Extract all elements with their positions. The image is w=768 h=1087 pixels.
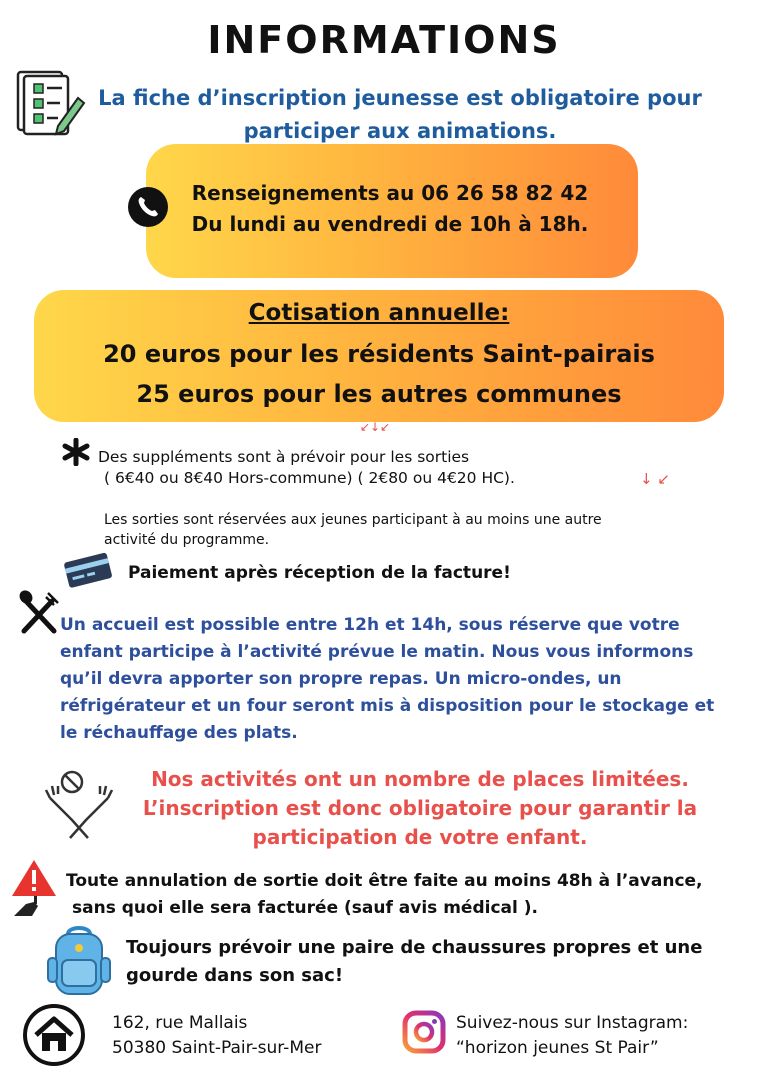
supplements-text [98, 447, 658, 489]
instagram-handle[interactable]: “horizon jeunes St Pair” [456, 1038, 659, 1058]
annulation-text [66, 868, 756, 922]
fork-knife-icon [14, 589, 64, 639]
crossed-hands-icon [42, 768, 116, 842]
places-line: L’inscription est donc obligatoire pour garantir la [142, 796, 698, 820]
accueil-text [60, 612, 760, 747]
places-line: Nos activités ont un nombre de places limitées. [151, 767, 689, 791]
intro-text [90, 82, 710, 148]
accueil-line: le réchauffage des plats. [60, 723, 298, 743]
accueil-line: qu’il devra apporter son propre repas. Un micro-ondes, un [60, 669, 622, 689]
contact-hours: Du lundi au vendredi de 10h à 18h. [191, 212, 589, 236]
sorties-text [104, 510, 744, 550]
supplements-line: Des suppléments sont à prévoir pour les sorties [98, 448, 470, 466]
instagram-line: Suivez-nous sur Instagram: [456, 1013, 689, 1033]
backpack-icon [44, 924, 114, 998]
sorties-line: Les sorties sont réservées aux jeunes participant à au moins une autre [104, 512, 602, 528]
paiement-text: Paiement après réception de la facture! [128, 563, 511, 583]
annulation-line: Toute annulation de sortie doit être faite au moins 48h à l’avance, [66, 871, 703, 891]
places-line: participation de votre enfant. [252, 825, 588, 849]
contact-phone: Renseignements au 06 26 58 82 42 [191, 181, 589, 205]
address-text [112, 1011, 321, 1061]
page-title: INFORMATIONS [207, 18, 561, 62]
sorties-line: activité du programme. [104, 532, 270, 548]
arrows-icon: ↓ ↙ [640, 470, 670, 488]
arrows-icon: ↙↓↙ [360, 420, 391, 434]
checklist-icon [14, 68, 86, 138]
intro-line: participer aux animations. [243, 119, 557, 143]
address-city: 50380 Saint-Pair-sur-Mer [112, 1038, 322, 1058]
intro-line: La fiche d’inscription jeunesse est obligatoire pour [98, 86, 702, 110]
chaussures-line: gourde dans son sac! [126, 965, 344, 986]
annulation-line: sans quoi elle sera facturée (sauf avis médical ). [72, 898, 538, 918]
accueil-line: Un accueil est possible entre 12h et 14h, sous réserve que votre [60, 615, 680, 635]
cotisation-title: Cotisation annuelle: [248, 300, 510, 326]
chaussures-line: Toujours prévoir une paire de chaussures propres et une [126, 937, 703, 958]
credit-card-icon [62, 551, 116, 589]
cotisation-line: 25 euros pour les autres communes [136, 380, 622, 408]
warning-icon [10, 858, 60, 918]
instagram-icon[interactable] [402, 1010, 446, 1054]
accueil-line: enfant participe à l’activité prévue le matin. Nous vous informons [60, 642, 694, 662]
asterisk-icon [62, 438, 90, 466]
home-icon [22, 1003, 86, 1067]
chaussures-text [126, 934, 766, 990]
accueil-line: réfrigérateur et un four seront mis à disposition pour le stockage et [60, 696, 715, 716]
instagram-text [456, 1011, 688, 1061]
address-street: 162, rue Mallais [112, 1013, 248, 1033]
places-text [110, 765, 730, 852]
cotisation-line: 20 euros pour les résidents Saint-pairais [103, 340, 655, 368]
supplements-line: ( 6€40 ou 8€40 Hors-commune) ( 2€80 ou 4€20 HC). [104, 469, 515, 487]
contact-text [160, 178, 620, 240]
